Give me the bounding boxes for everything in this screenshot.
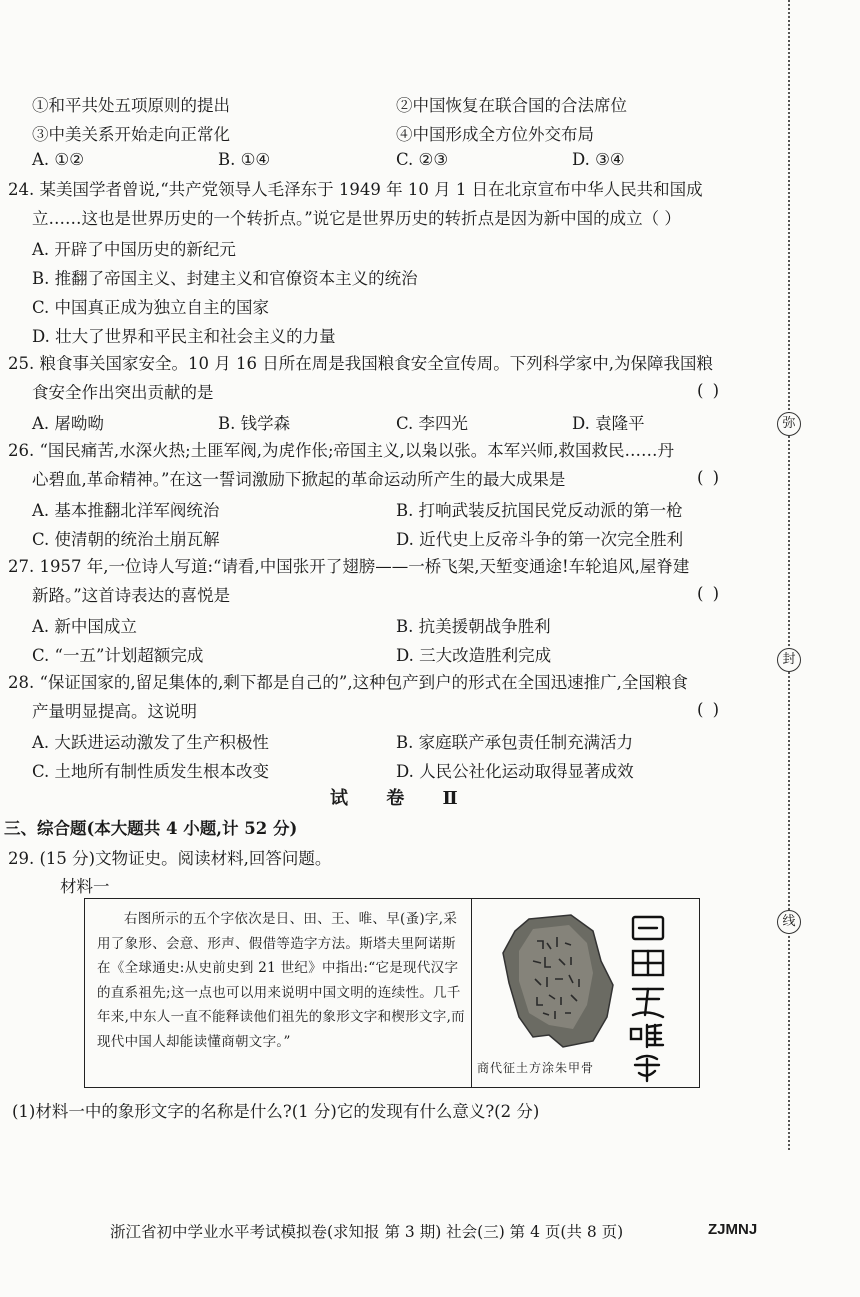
q27-stem-line2: 新路。”这首诗表达的喜悦是 (32, 586, 231, 605)
seal-feng: 封 (777, 648, 801, 672)
q23-statement-3: ③中美关系开始走向正常化 (32, 125, 230, 144)
q29-stem: 29. (15 分)文物证史。阅读材料,回答问题。 (8, 849, 332, 868)
q28-option-a[interactable]: A. 大跃进运动激发了生产积极性 (32, 733, 269, 752)
part2-title: 试 卷 Ⅱ (330, 788, 474, 809)
q26-stem-line2: 心碧血,革命精神。”在这一誓词激励下掀起的革命运动所产生的最大成果是 (32, 470, 566, 489)
seal-xian: 线 (777, 910, 801, 934)
q24-option-a[interactable]: A. 开辟了中国历史的新纪元 (32, 240, 236, 259)
footer-code: ZJMNJ (708, 1221, 758, 1238)
q28-stem-line1: 28. “保证国家的,留足集体的,剩下都是自己的”,这种包产到户的形式在全国迅速推广,全国粮食 (8, 673, 688, 692)
material-text: 右图所示的五个字依次是日、田、王、唯、早(蚤)字,采用了象形、会意、形声、假借等造字方法。斯塔夫里阿诺斯在《全球通史:从史前史到 21 世纪》中指出:“它是现代汉字的直系祖先;这一点也可以用来说明中国文明的连续性。几千年来,中东人一直不能释读他们祖先的象形文字和楔形文字,而现代中国人却能读懂商朝文字。” (97, 911, 465, 1050)
q24-stem-line2: 立……这也是世界历史的一个转折点。”说它是世界历史的转折点是因为新中国的成立（ ） (32, 209, 681, 228)
ancient-characters-image (625, 913, 671, 1083)
seal-mi: 弥 (777, 412, 801, 436)
q25-option-b[interactable]: B. 钱学森 (218, 414, 291, 433)
q26-answer-bracket: ( ) (697, 468, 722, 487)
page-footer: 浙江省初中学业水平考试模拟卷(求知报 第 3 期) 社会(三) 第 4 页(共 8 页) (110, 1223, 624, 1241)
q25-stem-line2: 食安全作出突出贡献的是 (32, 383, 214, 402)
q23-option-a[interactable]: A. ①② (32, 150, 84, 169)
q25-option-d[interactable]: D. 袁隆平 (572, 414, 645, 433)
section3-heading: 三、综合题(本大题共 4 小题,计 52 分) (4, 819, 298, 838)
q26-option-c[interactable]: C. 使清朝的统治土崩瓦解 (32, 530, 220, 549)
q28-stem-line2: 产量明显提高。这说明 (32, 702, 197, 721)
image-caption: 商代征土方涂朱甲骨 (477, 1061, 595, 1075)
q28-option-d[interactable]: D. 人民公社化运动取得显著成效 (396, 762, 634, 781)
binding-line (788, 0, 790, 1150)
q23-option-b[interactable]: B. ①④ (218, 150, 271, 169)
q28-option-c[interactable]: C. 土地所有制性质发生根本改变 (32, 762, 270, 781)
q28-option-b[interactable]: B. 家庭联产承包责任制充满活力 (396, 733, 634, 752)
q23-option-d[interactable]: D. ③④ (572, 150, 625, 169)
q25-answer-bracket: ( ) (697, 381, 722, 400)
q24-option-c[interactable]: C. 中国真正成为独立自主的国家 (32, 298, 270, 317)
q26-stem-line1: 26. “国民痛苦,水深火热;土匪军阀,为虎作伥;帝国主义,以枭以张。本军兴师,救国救民……丹 (8, 441, 675, 460)
q23-option-c[interactable]: C. ②③ (396, 150, 449, 169)
q27-option-d[interactable]: D. 三大改造胜利完成 (396, 646, 552, 665)
oracle-bone-image (489, 913, 619, 1051)
material-label: 材料一 (60, 877, 110, 896)
q25-option-a[interactable]: A. 屠呦呦 (32, 414, 104, 433)
q27-option-c[interactable]: C. “一五”计划超额完成 (32, 646, 204, 665)
material-box (84, 898, 700, 1088)
q27-answer-bracket: ( ) (697, 584, 722, 603)
q23-statement-1: ①和平共处五项原则的提出 (32, 96, 230, 115)
material-divider (471, 899, 472, 1087)
q26-option-b[interactable]: B. 打响武装反抗国民党反动派的第一枪 (396, 501, 683, 520)
q24-option-b[interactable]: B. 推翻了帝国主义、封建主义和官僚资本主义的统治 (32, 269, 418, 288)
q27-option-b[interactable]: B. 抗美援朝战争胜利 (396, 617, 551, 636)
q24-option-d[interactable]: D. 壮大了世界和平民主和社会主义的力量 (32, 327, 336, 346)
q24-stem-line1: 24. 某美国学者曾说,“共产党领导人毛泽东于 1949 年 10 月 1 日在北京宣布中华人民共和国成 (8, 180, 703, 199)
q29-subquestion-1: (1)材料一中的象形文字的名称是什么?(1 分)它的发现有什么意义?(2 分) (12, 1102, 540, 1121)
q23-statement-2: ②中国恢复在联合国的合法席位 (396, 96, 627, 115)
q23-statement-4: ④中国形成全方位外交布局 (396, 125, 594, 144)
q26-option-d[interactable]: D. 近代史上反帝斗争的第一次完全胜利 (396, 530, 684, 549)
q26-option-a[interactable]: A. 基本推翻北洋军阀统治 (32, 501, 220, 520)
q25-option-c[interactable]: C. 李四光 (396, 414, 469, 433)
q25-stem-line1: 25. 粮食事关国家安全。10 月 16 日所在周是我国粮食安全宣传周。下列科学家中,为保障我国粮 (8, 354, 713, 373)
q27-stem-line1: 27. 1957 年,一位诗人写道:“请看,中国张开了翅膀——一桥飞架,天堑变通途!车轮追风,屋脊建 (8, 557, 690, 576)
q28-answer-bracket: ( ) (697, 700, 722, 719)
q27-option-a[interactable]: A. 新中国成立 (32, 617, 137, 636)
